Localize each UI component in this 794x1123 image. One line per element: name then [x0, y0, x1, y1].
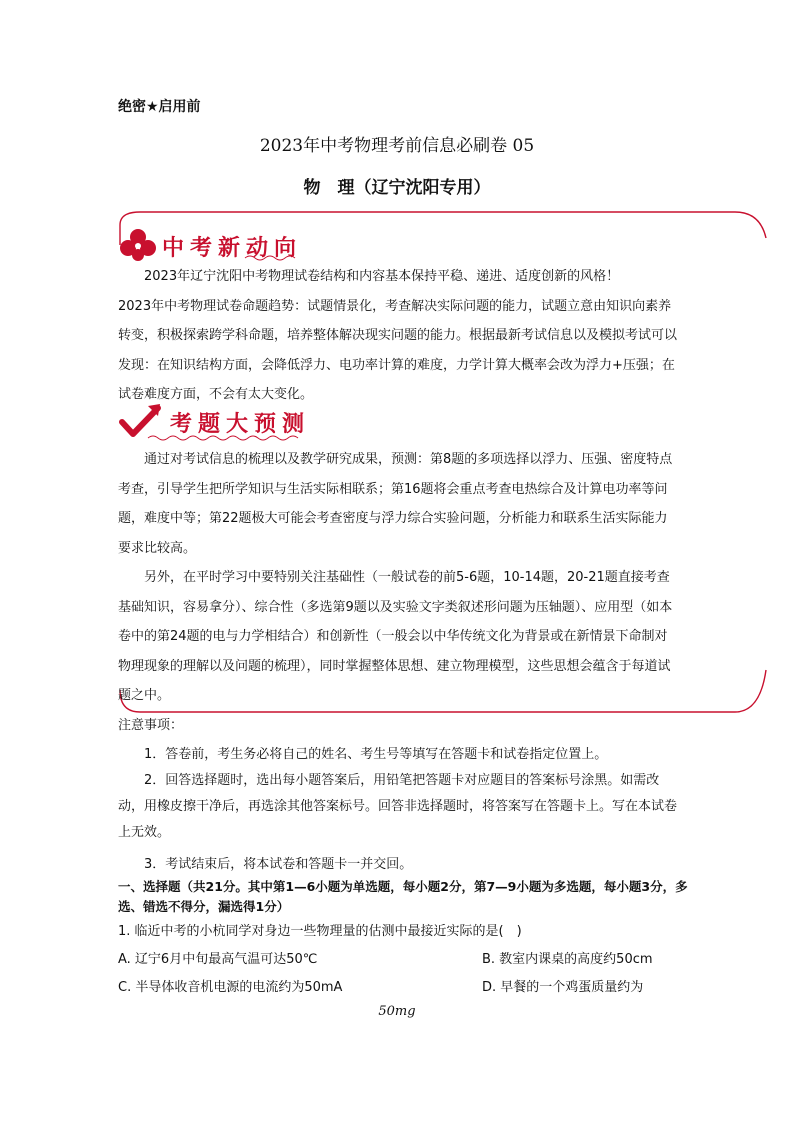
section-heading-new-trends: 中考新动向 [162, 236, 303, 261]
paragraph: 另外，在平时学习中要特别关注基础性（一般试卷的前5-6题，10-14题，20-21题直接考查基础知识，容易拿分）、综合性（多选第9题以及实验文字类叙述形问题为压轴题）、应用型（如本卷中的第24题的电与力学相结合）和创新性（一般会以中华传统文化为背景或在新情景下命制对物理现象的理解以及问题的梳理），同时掌握整体思想、建立物理模型，这些思想会蕴含于每道试题之中。 [118, 570, 673, 703]
page-title: 2023年中考物理考前信息必刷卷 05 [259, 136, 535, 156]
paragraph: 2023年辽宁沈阳中考物理试卷结构和内容基本保持平稳、递进、适度创新的风格！ [144, 269, 620, 284]
question-stem: 1. 临近中考的小杭同学对身边一些物理量的估测中最接近实际的是( ) [118, 924, 522, 939]
page-subtitle: 物 理（辽宁沈阳专用） [303, 178, 491, 198]
section-predict-body [118, 445, 678, 711]
option-d: D. 早餐的一个鸡蛋质量约为 [482, 980, 644, 995]
option-b: B. 教室内课桌的高度约50cm [482, 952, 653, 967]
note-item: 3．考试结束后，将本试卷和答题卡一并交回。 [144, 857, 413, 872]
option-a: A. 辽宁6月中旬最高气温可达50℃ [118, 952, 318, 967]
option-c: C. 半导体收音机电源的电流约为50mA [118, 980, 343, 995]
clover-icon [118, 228, 158, 264]
option-d-value: 50mg [378, 1004, 416, 1019]
note-item: 2．回答选择题时，选出每小题答案后，用铅笔把答题卡对应题目的答案标号涂黑。如需改动，用橡皮擦干净后，再选涂其他答案标号。回答非选择题时，将答案写在答题卡上。写在本试卷上无效。 [118, 773, 678, 840]
notes-heading: 注意事项： [118, 718, 184, 733]
paragraph: 2023年中考物理试卷命题趋势：试题情景化，考查解决实际问题的能力，试题立意由知识向素养转变，积极探索跨学科命题，培养整体解决现实问题的能力。根据最新考试信息以及模拟考试可以发现：在知识结构方面，会降低浮力、电功率计算的难度，力学计算大概率会改为浮力+压强；在试卷难度方面，不会有太大变化。 [118, 298, 678, 402]
section-new-body [118, 262, 678, 410]
check-arrow-icon [118, 402, 164, 438]
confidential-label: 绝密★启用前 [118, 99, 201, 115]
section-heading-predictions: 考题大预测 [170, 412, 311, 437]
notes-block [118, 716, 678, 878]
paragraph: 通过对考试信息的梳理以及教学研究成果，预测：第8题的多项选择以浮力、压强、密度特点考查，引导学生把所学知识与生活实际相联系；第16题将会重点考查电热综合及计算电功率等问题，难度中等；第22题极大可能会考查密度与浮力综合实验问题，分析能力和联系生活实际能力要求比较高。 [118, 452, 673, 556]
note-item: 1．答卷前，考生务必将自己的姓名、考生号等填写在答题卡和试卷指定位置上。 [144, 747, 608, 762]
section-one-heading: 一、选择题（共21分。其中第1—6小题为单选题，每小题2分，第7—9小题为多选题，每小题3分，多选、错选不得分，漏选得1分） [118, 879, 688, 914]
